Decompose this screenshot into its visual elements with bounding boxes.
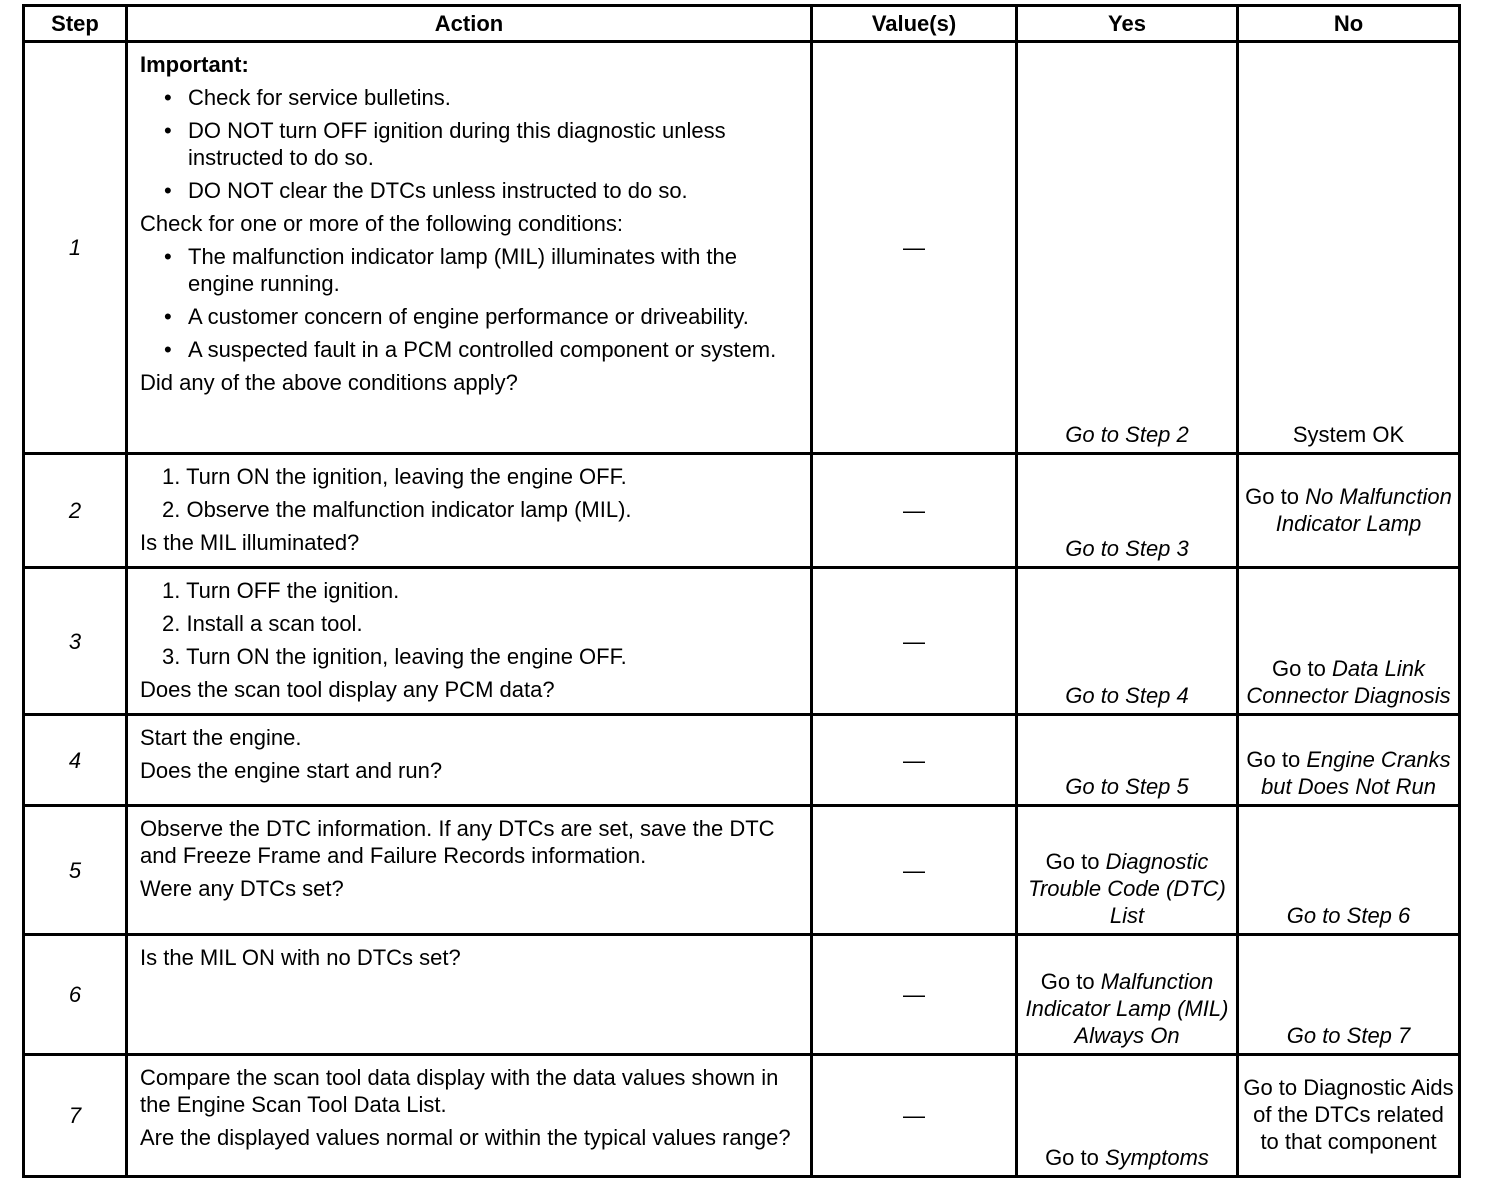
question: Did any of the above conditions apply? [140, 370, 518, 395]
no-link[interactable]: No Malfunction Indicator Lamp [1275, 483, 1452, 536]
no-cell [1238, 806, 1460, 935]
header-row [24, 6, 1460, 42]
list-item: • A customer concern of engine performance or driveability. [164, 303, 800, 330]
no-cell [1238, 715, 1460, 806]
step-number: 2 [24, 454, 127, 568]
table-row [24, 935, 1460, 1055]
question: Were any DTCs set? [140, 876, 344, 901]
header-step: Step [24, 6, 127, 42]
instruction: Start the engine. [140, 725, 302, 750]
no-link[interactable]: Data Link Connector Diagnosis [1246, 656, 1451, 708]
header-no: No [1238, 6, 1460, 42]
value-dash: — [903, 1103, 925, 1128]
no-cell [1238, 568, 1460, 715]
question: Does the engine start and run? [140, 758, 443, 783]
header-action: Action [127, 6, 812, 42]
table-row [24, 42, 1460, 454]
step-number: 4 [24, 715, 127, 806]
action-cell [127, 935, 812, 1055]
no-result: System OK [1292, 422, 1405, 447]
conditions-list [140, 243, 800, 363]
no-link[interactable]: Go to Step 6 [1286, 903, 1411, 928]
no-cell [1238, 454, 1460, 568]
question: Are the displayed values normal or within the typical values range? [140, 1125, 791, 1150]
yes-link[interactable]: Malfunction Indicator Lamp (MIL) Always On [1025, 969, 1229, 1048]
yes-cell [1017, 568, 1238, 715]
instruction: Compare the scan tool data display with the data values shown in the Engine Scan Tool Data List. [140, 1065, 779, 1117]
value-dash: — [903, 857, 925, 883]
yes-cell [1017, 806, 1238, 935]
no-cell [1238, 935, 1460, 1055]
yes-link[interactable]: Symptoms [1105, 1145, 1209, 1170]
numbered-list [140, 463, 800, 523]
table-row [24, 454, 1460, 568]
yes-cell [1017, 935, 1238, 1055]
table-row [24, 1055, 1460, 1177]
list-item: • DO NOT turn OFF ignition during this diagnostic unless instructed to do so. [164, 117, 800, 171]
action-cell [127, 715, 812, 806]
yes-link[interactable]: Go to Step 4 [1065, 683, 1189, 708]
yes-link[interactable]: Go to Step 2 [1065, 422, 1189, 447]
list-item: • The malfunction indicator lamp (MIL) illuminates with the engine running. [164, 243, 800, 297]
yes-cell [1017, 454, 1238, 568]
yes-link[interactable]: Go to Step 5 [1065, 774, 1189, 799]
table-row [24, 568, 1460, 715]
no-prefix: Go to [1272, 656, 1326, 681]
no-cell [1238, 1055, 1460, 1177]
value-cell [812, 568, 1017, 715]
step-number: 1 [24, 42, 127, 454]
no-result: Go to Diagnostic Aids of the DTCs related to that component [1243, 1075, 1454, 1154]
list-item: 1. Turn ON the ignition, leaving the engine OFF. [162, 464, 627, 489]
header-values: Value(s) [812, 6, 1017, 42]
action-cell [127, 42, 812, 454]
question: Is the MIL ON with no DTCs set? [140, 945, 461, 970]
value-dash: — [903, 982, 925, 1007]
no-cell [1238, 42, 1460, 454]
yes-prefix: Go to [1045, 1145, 1099, 1170]
list-item: • A suspected fault in a PCM controlled component or system. [164, 336, 800, 363]
check-intro: Check for one or more of the following conditions: [140, 211, 624, 236]
no-link[interactable]: Engine Cranks but Does Not Run [1261, 747, 1451, 799]
value-cell [812, 1055, 1017, 1177]
no-prefix: Go to [1245, 483, 1299, 509]
question: Does the scan tool display any PCM data? [140, 677, 555, 702]
list-item: 1. Turn OFF the ignition. [162, 578, 400, 603]
no-link[interactable]: Go to Step 7 [1286, 1023, 1411, 1048]
yes-cell [1017, 1055, 1238, 1177]
yes-cell [1017, 715, 1238, 806]
yes-cell [1017, 42, 1238, 454]
action-cell [127, 568, 812, 715]
value-dash: — [903, 747, 925, 773]
value-cell [812, 806, 1017, 935]
list-item: • Check for service bulletins. [164, 84, 800, 111]
value-cell [812, 454, 1017, 568]
action-cell [127, 806, 812, 935]
value-dash: — [903, 235, 925, 260]
important-label: Important: [140, 52, 249, 77]
value-cell [812, 715, 1017, 806]
question: Is the MIL illuminated? [140, 530, 360, 555]
yes-link[interactable]: Diagnostic Trouble Code (DTC) List [1028, 849, 1226, 928]
list-item: 2. Install a scan tool. [162, 611, 363, 636]
step-number: 7 [24, 1055, 127, 1177]
instruction: Observe the DTC information. If any DTCs are set, save the DTC and Freeze Frame and Failure Records information. [140, 816, 775, 868]
value-dash: — [903, 628, 925, 654]
list-item: 3. Turn ON the ignition, leaving the engine OFF. [162, 644, 627, 669]
yes-prefix: Go to [1045, 849, 1100, 874]
table-row [24, 806, 1460, 935]
no-prefix: Go to [1246, 747, 1301, 772]
diagnostic-table [22, 4, 1461, 1178]
table-row [24, 715, 1460, 806]
step-number: 3 [24, 568, 127, 715]
yes-link[interactable]: Go to Step 3 [1065, 536, 1189, 561]
important-list [140, 84, 800, 204]
list-item: • DO NOT clear the DTCs unless instructed to do so. [164, 177, 800, 204]
yes-prefix: Go to [1040, 969, 1095, 994]
step-number: 6 [24, 935, 127, 1055]
list-item: 2. Observe the malfunction indicator lamp (MIL). [162, 497, 632, 522]
step-number: 5 [24, 806, 127, 935]
value-dash: — [903, 498, 925, 523]
action-cell [127, 1055, 812, 1177]
numbered-list [140, 577, 800, 670]
header-yes: Yes [1017, 6, 1238, 42]
action-cell [127, 454, 812, 568]
value-cell [812, 935, 1017, 1055]
value-cell [812, 42, 1017, 454]
